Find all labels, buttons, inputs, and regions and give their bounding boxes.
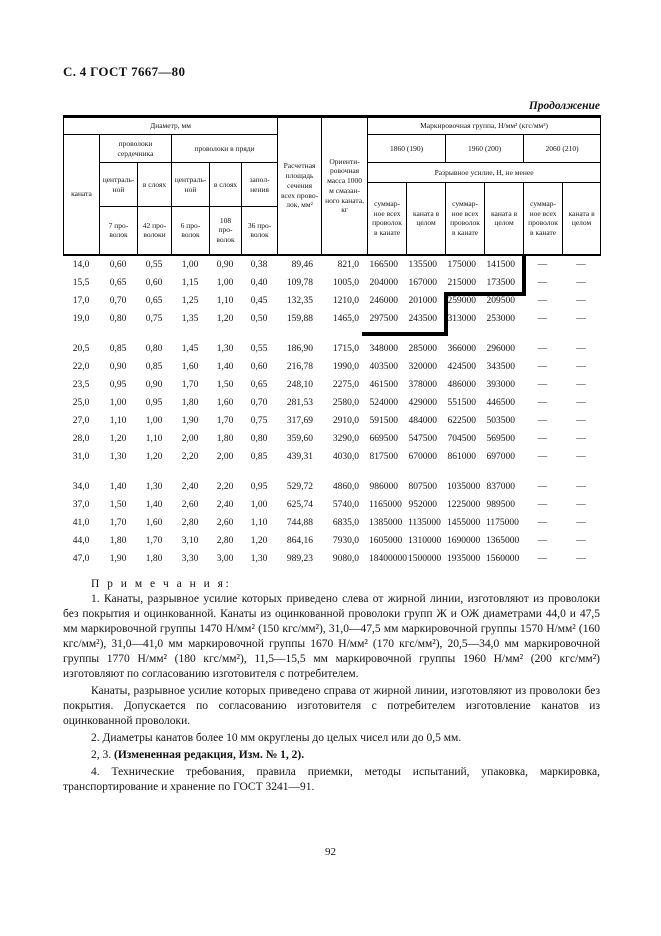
table-cell: 1,30 — [250, 553, 268, 564]
continuation-label: Продолжение — [528, 100, 600, 112]
table-cell: 37,0 — [72, 499, 90, 510]
table-cell: 216,78 — [286, 361, 313, 372]
table-cell: — — [576, 295, 586, 306]
table-cell: 15,5 — [72, 277, 90, 288]
table-row — [63, 550, 600, 568]
table-data — [63, 256, 600, 568]
table-cell: 1,10 — [216, 295, 234, 306]
table-cell: 1,40 — [216, 361, 234, 372]
bold-boundary-line-v1 — [522, 256, 526, 296]
table-cell: 2,20 — [181, 451, 199, 462]
table-cell: 320000 — [408, 361, 437, 372]
table-cell: 0,45 — [250, 295, 268, 306]
table-cell: 1,40 — [145, 499, 163, 510]
table-row — [63, 532, 600, 550]
table-cell: — — [537, 451, 548, 462]
table-cell: 0,95 — [145, 397, 163, 408]
note-1-para-1: 1. Канаты, разрывное усилие которых приведено слева от жирной линии, изготовляют из проволоки без покрытия и оцинкованной. Канаты из оцинкованной проволоки групп Ж и ОЖ диаметрами 44,0 и 47,5 мм маркировочной группы 1470 Н/мм² (150 кгс/мм²), 31,0—47,5 мм маркировочной группы 1570 Н/мм² (160 кгс/мм²), 31,0—41,0 мм маркировочной группы 1670 Н/мм² (170 кгс/мм²), 20,5—34,0 мм маркировочной группы 1770 Н/мм² (180 кгс/мм²), 11,5—15,5 мм маркировочной группы 1960 Н/мм² (200 кгс/мм²) изготовляют по согласованию изготовителя с потребителем. — [63, 593, 600, 681]
table-cell: 0,80 — [109, 313, 127, 324]
table-cell: — — [576, 415, 586, 426]
bold-boundary-line-h2 — [362, 332, 448, 336]
table-cell: 313000 — [447, 313, 476, 324]
table-cell: 0,75 — [145, 313, 163, 324]
table-cell: 2,00 — [181, 433, 199, 444]
note-2-3-prefix: 2, 3. — [91, 748, 114, 761]
table-cell: 1,50 — [216, 379, 234, 390]
header-wires-42: 42 проволоки — [138, 207, 172, 255]
table-cell: 1,45 — [181, 343, 199, 354]
table-row — [63, 496, 600, 514]
header-mark-group: Маркировочная группа, Н/мм² (кгс/мм²) — [368, 117, 601, 135]
doc-header: С. 4 ГОСТ 7667—80 — [63, 64, 186, 79]
table-cell: 204000 — [369, 277, 398, 288]
table-row — [63, 514, 600, 532]
table-cell: 2,00 — [216, 451, 234, 462]
table-cell: 1210,0 — [332, 295, 359, 306]
table-cell: 1,80 — [109, 535, 127, 546]
table-cell: 343500 — [486, 361, 515, 372]
table-cell: 986000 — [369, 481, 398, 492]
table-cell: 1,20 — [250, 535, 268, 546]
table-cell: 27,0 — [72, 415, 90, 426]
table-cell: 141500 — [486, 259, 515, 270]
table-row — [63, 274, 600, 292]
table-cell: 1,15 — [181, 277, 199, 288]
table-cell: 23,5 — [72, 379, 90, 390]
table-cell: 1035000 — [447, 481, 481, 492]
table-cell: 6835,0 — [332, 517, 359, 528]
table-cell: 253000 — [486, 313, 515, 324]
table-cell: 297500 — [369, 313, 398, 324]
table-cell: 551500 — [447, 397, 476, 408]
table-cell: 201000 — [408, 295, 437, 306]
table-row — [63, 478, 600, 496]
header-group-1960: 1960 (200) — [446, 135, 524, 163]
table-cell: 22,0 — [72, 361, 90, 372]
table-cell: 31,0 — [72, 451, 90, 462]
table-cell: — — [537, 499, 548, 510]
table-cell: 864,16 — [286, 535, 313, 546]
header-strand-filling: заполнения — [242, 163, 278, 207]
table-cell: — — [576, 499, 586, 510]
table-cell: — — [537, 415, 548, 426]
note-2-3-bold: (Измененная редакция, Изм. № 1, 2). — [114, 748, 305, 761]
table-cell: 281,53 — [286, 397, 313, 408]
table-cell: 1,70 — [145, 535, 163, 546]
note-1-para-2: Канаты, разрывное усилие которых приведено справа от жирной линии, изготовляют из проволоки без покрытия. Допускается по согласованию изготовителя с потребителем изготовление канатов из оцинкованной проволоки. — [63, 685, 600, 727]
table-cell: 317,69 — [286, 415, 313, 426]
table-cell: 0,90 — [216, 259, 234, 270]
table-cell: 1690000 — [447, 535, 481, 546]
table-cell: 1455000 — [447, 517, 481, 528]
table-cell: 3,10 — [181, 535, 199, 546]
table-cell: 2,40 — [216, 499, 234, 510]
table-cell: 1,35 — [181, 313, 199, 324]
table-cell: 0,90 — [145, 379, 163, 390]
table-cell: 622500 — [447, 415, 476, 426]
table-cell: 186,90 — [286, 343, 313, 354]
table-cell: 1135000 — [408, 517, 441, 528]
notes-title: П р и м е ч а н и я: — [91, 577, 232, 590]
header-strand-layers: в слоях — [210, 163, 242, 207]
table-cell: — — [576, 277, 586, 288]
table-cell: — — [576, 481, 586, 492]
table-cell: 1,00 — [216, 277, 234, 288]
table-cell: 3290,0 — [332, 433, 359, 444]
table-cell: 1,70 — [109, 517, 127, 528]
table-cell: 2580,0 — [332, 397, 359, 408]
table-cell: 1500000 — [408, 553, 442, 564]
table-header — [63, 115, 601, 256]
table-cell: 0,60 — [145, 277, 163, 288]
table-cell: 1,00 — [181, 259, 199, 270]
table-cell: 952000 — [408, 499, 437, 510]
table-cell: 0,85 — [109, 343, 127, 354]
table-cell: 2910,0 — [332, 415, 359, 426]
table-cell: 670000 — [408, 451, 437, 462]
table-cell: 821,0 — [337, 259, 359, 270]
table-cell: 547500 — [408, 433, 437, 444]
table-cell: 167000 — [408, 277, 437, 288]
table-cell: 0,60 — [250, 361, 268, 372]
table-cell: 44,0 — [72, 535, 90, 546]
table-row — [63, 412, 600, 430]
table-cell: 17,0 — [72, 295, 90, 306]
table-cell: 529,72 — [286, 481, 313, 492]
table-row — [63, 340, 600, 358]
table-cell: 1,80 — [181, 397, 199, 408]
table-cell: — — [537, 397, 548, 408]
table-cell: 0,55 — [250, 343, 268, 354]
table-cell: 1,10 — [250, 517, 268, 528]
table-cell: 0,90 — [109, 361, 127, 372]
table-cell: — — [576, 451, 586, 462]
table-cell: 173500 — [486, 277, 515, 288]
table-cell: — — [537, 481, 548, 492]
header-wires-7: 7 проволок — [100, 207, 138, 255]
notes-section — [63, 577, 600, 795]
table-cell: 1225000 — [447, 499, 481, 510]
table-cell: — — [537, 535, 548, 546]
table-cell: 4860,0 — [332, 481, 359, 492]
table-cell: — — [537, 433, 548, 444]
table-cell: 484000 — [408, 415, 437, 426]
table-cell: 817500 — [369, 451, 398, 462]
table-cell: 1,25 — [181, 295, 199, 306]
table-cell: — — [576, 361, 586, 372]
table-cell: 1,30 — [109, 451, 127, 462]
table-cell: 0,55 — [145, 259, 163, 270]
table-cell: 1,10 — [145, 433, 163, 444]
table-cell: 1,00 — [145, 415, 163, 426]
table-cell: 0,80 — [145, 343, 163, 354]
table-cell: 248,10 — [286, 379, 313, 390]
table-cell: 486000 — [447, 379, 476, 390]
table-row — [63, 394, 600, 412]
table-cell: 625,74 — [286, 499, 313, 510]
table-cell: 5740,0 — [332, 499, 359, 510]
header-wires-36: 36 проволок — [242, 207, 278, 255]
table-cell: 429000 — [408, 397, 437, 408]
table-cell: 1,00 — [109, 397, 127, 408]
table-row — [63, 256, 600, 274]
table-cell: 1715,0 — [332, 343, 359, 354]
header-area: Расчетная площадь сечения всех проволок, мм² — [278, 117, 322, 255]
table-cell: 837000 — [486, 481, 515, 492]
table-cell: 461500 — [369, 379, 398, 390]
page-number: 92 — [325, 846, 336, 858]
table-cell: 2275,0 — [332, 379, 359, 390]
note-2: 2. Диаметры канатов более 10 мм округлены до целых чисел или до 0,5 мм. — [91, 731, 462, 744]
table-cell: 403500 — [369, 361, 398, 372]
table-cell: — — [576, 379, 586, 390]
table-cell: 1,60 — [181, 361, 199, 372]
table-cell: 0,95 — [109, 379, 127, 390]
table-cell: 393000 — [486, 379, 515, 390]
table-cell: 0,75 — [250, 415, 268, 426]
table-cell: 25,0 — [72, 397, 90, 408]
table-cell: 0,80 — [250, 433, 268, 444]
table-cell: 0,65 — [109, 277, 127, 288]
table-cell: — — [576, 517, 586, 528]
table-row — [63, 310, 600, 328]
table-cell: 1,90 — [109, 553, 127, 564]
table-cell: — — [576, 433, 586, 444]
table-cell: 19,0 — [72, 313, 90, 324]
table-cell: 0,65 — [145, 295, 163, 306]
table-cell: 0,70 — [109, 295, 127, 306]
header-sum-wires-1860: суммарное всех проволок в канате — [368, 183, 407, 255]
table-cell: 0,70 — [250, 397, 268, 408]
bold-boundary-line-h1 — [444, 292, 526, 296]
table-cell: 34,0 — [72, 481, 90, 492]
table-cell: 1365000 — [486, 535, 520, 546]
table-cell: 0,65 — [250, 379, 268, 390]
rope-spec-table — [63, 115, 600, 568]
header-rope-whole-1860: каната в целом — [407, 183, 446, 255]
table-cell: 296000 — [486, 343, 515, 354]
table-cell: 1990,0 — [332, 361, 359, 372]
table-cell: — — [537, 553, 548, 564]
table-cell: 47,0 — [72, 553, 90, 564]
table-cell: 704500 — [447, 433, 476, 444]
table-cell: — — [576, 535, 586, 546]
table-cell: 1465,0 — [332, 313, 359, 324]
table-cell: — — [537, 361, 548, 372]
table-cell: 2,80 — [181, 517, 199, 528]
table-cell: 9080,0 — [332, 553, 359, 564]
table-cell: 366000 — [447, 343, 476, 354]
table-cell: 0,60 — [109, 259, 127, 270]
table-cell: 1385000 — [369, 517, 403, 528]
table-cell: 14,0 — [72, 259, 90, 270]
table-cell: 175000 — [447, 259, 476, 270]
table-cell: 439,31 — [286, 451, 313, 462]
table-cell: 378000 — [408, 379, 437, 390]
table-cell: 18400000 — [369, 553, 407, 564]
header-group-2060: 2060 (210) — [524, 135, 601, 163]
header-rope-whole-1960: каната в целом — [485, 183, 524, 255]
table-cell: 0,50 — [250, 313, 268, 324]
table-cell: — — [576, 397, 586, 408]
header-diameter: Диаметр, мм — [64, 117, 278, 135]
table-cell: 569500 — [486, 433, 515, 444]
table-row — [63, 376, 600, 394]
table-cell: 1935000 — [447, 553, 481, 564]
table-cell: 20,5 — [72, 343, 90, 354]
table-cell: 4030,0 — [332, 451, 359, 462]
table-cell: 1,50 — [109, 499, 127, 510]
table-cell: 1175000 — [486, 517, 519, 528]
table-cell: 861000 — [447, 451, 476, 462]
table-row — [63, 448, 600, 466]
table-cell: 3,00 — [216, 553, 234, 564]
table-cell: 109,78 — [286, 277, 313, 288]
table-cell: — — [537, 343, 548, 354]
table-cell: 1,60 — [216, 397, 234, 408]
header-sum-wires-1960: суммарное всех проволок в канате — [446, 183, 485, 255]
table-cell: 209500 — [486, 295, 515, 306]
table-cell: 1,00 — [250, 499, 268, 510]
header-wires-6: 6 проволок — [172, 207, 210, 255]
table-cell: 348000 — [369, 343, 398, 354]
header-strand-central: центральной — [172, 163, 210, 207]
block-gap — [63, 328, 600, 340]
table-cell: 1,30 — [216, 343, 234, 354]
table-cell: 1165000 — [369, 499, 402, 510]
header-wires-108: 108 проволок — [210, 207, 242, 255]
table-cell: 1,10 — [109, 415, 127, 426]
table-cell: 807500 — [408, 481, 437, 492]
table-cell: 1560000 — [486, 553, 520, 564]
header-strand-wires: проволоки в пряди — [172, 135, 278, 163]
table-cell: 744,88 — [286, 517, 313, 528]
table-cell: 1605000 — [369, 535, 403, 546]
table-cell: 1,20 — [216, 313, 234, 324]
table-cell: 7930,0 — [332, 535, 359, 546]
table-cell: 1310000 — [408, 535, 442, 546]
table-cell: 2,80 — [216, 535, 234, 546]
header-mass: Ориентировочная масса 1000 м смазанного каната, кг — [322, 117, 368, 255]
header-core-wires: проволоки сердечника — [100, 135, 172, 163]
table-cell: 246000 — [369, 295, 398, 306]
table-cell: 524000 — [369, 397, 398, 408]
table-cell: 1,30 — [145, 481, 163, 492]
table-cell: 0,40 — [250, 277, 268, 288]
table-cell: 3,30 — [181, 553, 199, 564]
table-cell: 166500 — [369, 259, 398, 270]
page-content — [63, 64, 600, 797]
table-cell: 1,70 — [216, 415, 234, 426]
table-cell: 1,20 — [109, 433, 127, 444]
header-sum-wires-2060: суммарное всех проволок в канате — [524, 183, 563, 255]
table-row — [63, 430, 600, 448]
table-cell: 2,40 — [181, 481, 199, 492]
header-breaking-force: Разрывное усилие, Н, не менее — [368, 163, 601, 183]
table-cell: 359,60 — [286, 433, 313, 444]
table-cell: — — [537, 517, 548, 528]
table-cell: 28,0 — [72, 433, 90, 444]
table-cell: 0,85 — [250, 451, 268, 462]
table-cell: 697000 — [486, 451, 515, 462]
table-cell: — — [537, 295, 548, 306]
table-cell: 1,20 — [145, 451, 163, 462]
table-cell: 989500 — [486, 499, 515, 510]
table-cell: 591500 — [369, 415, 398, 426]
note-2-3-amendment — [63, 748, 600, 763]
table-row — [63, 358, 600, 376]
table-cell: 259000 — [447, 295, 476, 306]
table-cell: 989,23 — [286, 553, 313, 564]
table-cell: — — [576, 313, 586, 324]
table-cell: 2,60 — [181, 499, 199, 510]
table-cell: — — [576, 259, 586, 270]
table-cell: 285000 — [408, 343, 437, 354]
table-cell: 669500 — [369, 433, 398, 444]
header-rope-whole-2060: каната в целом — [563, 183, 601, 255]
table-cell: 0,85 — [145, 361, 163, 372]
table-cell: 2,20 — [216, 481, 234, 492]
table-cell: 1,80 — [145, 553, 163, 564]
table-cell: 89,46 — [291, 259, 313, 270]
table-cell: 41,0 — [72, 517, 90, 528]
table-cell: 446500 — [486, 397, 515, 408]
table-cell: 1,70 — [181, 379, 199, 390]
table-cell: 132,35 — [286, 295, 313, 306]
table-cell: 424500 — [447, 361, 476, 372]
header-group-1860: 1860 (190) — [368, 135, 446, 163]
table-cell: 135500 — [408, 259, 437, 270]
header-core-central: центральной — [100, 163, 138, 207]
table-cell: — — [537, 379, 548, 390]
table-cell: 0,95 — [250, 481, 268, 492]
table-cell: 215000 — [447, 277, 476, 288]
table-cell: — — [537, 277, 548, 288]
table-cell: 1,60 — [145, 517, 163, 528]
table-cell: 1005,0 — [332, 277, 359, 288]
table-cell: 1,40 — [109, 481, 127, 492]
table-cell: — — [576, 343, 586, 354]
note-4: 4. Технические требования, правила приемки, методы испытаний, упаковка, маркировка, транспортирование и хранение по ГОСТ 3241—91. — [63, 765, 600, 793]
table-cell: 503500 — [486, 415, 515, 426]
table-cell: 243500 — [408, 313, 437, 324]
table-cell: 0,38 — [250, 259, 268, 270]
table-cell: 1,90 — [181, 415, 199, 426]
table-cell: 159,88 — [286, 313, 313, 324]
table-cell: 1,80 — [216, 433, 234, 444]
table-cell: 2,60 — [216, 517, 234, 528]
block-gap — [63, 466, 600, 478]
bold-boundary-line-v2 — [444, 292, 448, 336]
table-cell: — — [537, 259, 548, 270]
header-rope: каната — [64, 135, 100, 255]
table-cell: — — [576, 553, 586, 564]
header-core-layers: в слоях — [138, 163, 172, 207]
table-cell: — — [537, 313, 548, 324]
